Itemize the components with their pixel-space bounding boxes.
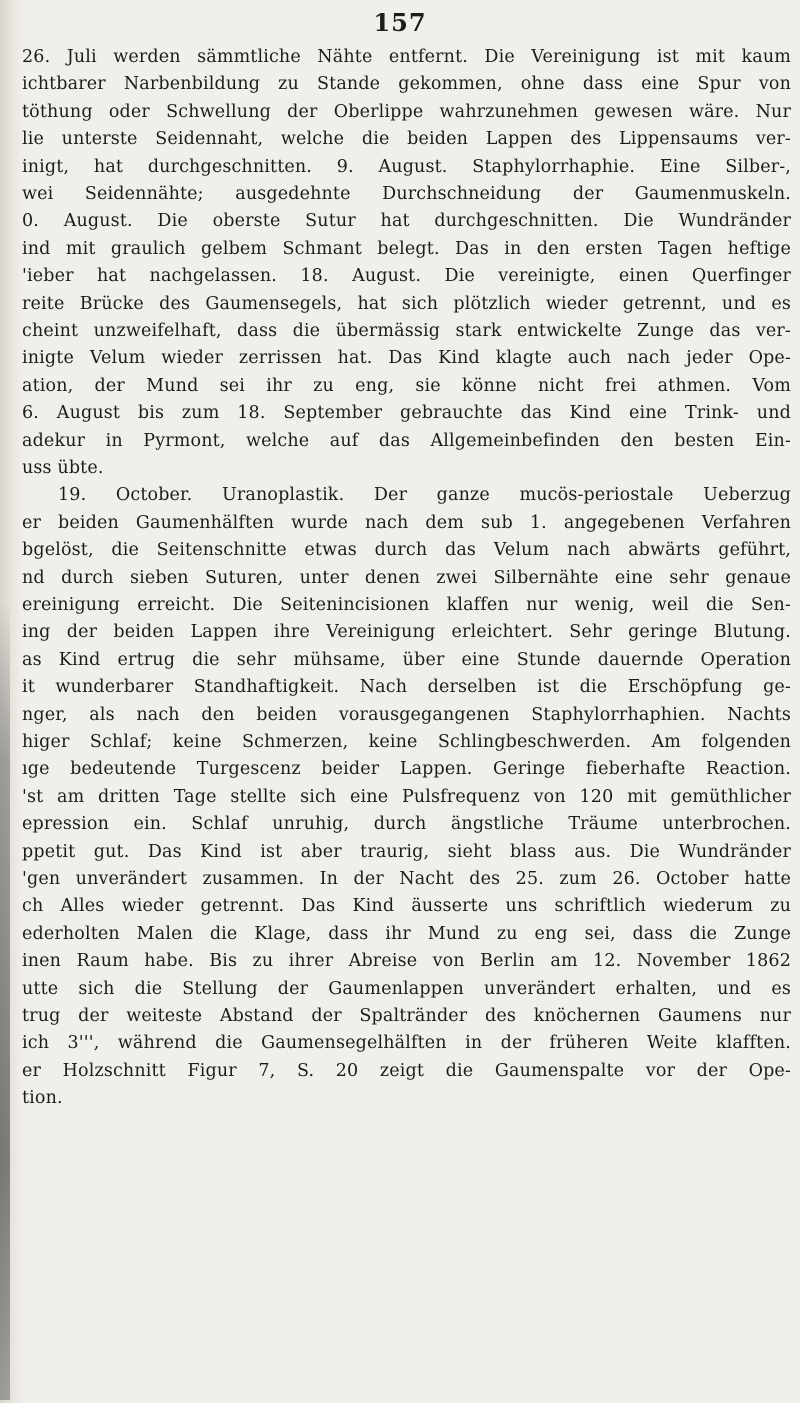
text-line: 6. August bis zum 18. September gebrauchte das Kind eine Trink- und [22, 403, 791, 424]
text-line: inen Raum habe. Bis zu ihrer Abreise von Berlin am 12. November 1862 [22, 951, 791, 972]
text-line: adekur in Pyrmont, welche auf das Allgemeinbefinden den besten Ein- [22, 430, 791, 451]
text-line: as Kind ertrug die sehr mühsame, über eine Stunde dauernde Operation [22, 649, 791, 670]
text-line: ch Alles wieder getrennt. Das Kind äusserte uns schriftlich wiederum zu [22, 896, 791, 917]
text-line: ederholten Malen die Klage, dass ihr Mund zu eng sei, dass die Zunge [22, 923, 791, 944]
text-line: ereinigung erreicht. Die Seitenincisionen klaffen nur wenig, weil die Sen- [22, 595, 791, 615]
text-line: reite Brücke des Gaumensegels, hat sich plötzlich wieder getrennt, und es [22, 293, 791, 314]
text-line: ıge bedeutende Turgescenz beider Lappen. Geringe fieberhafte Reaction. [22, 759, 791, 780]
binding-shadow [0, 600, 10, 1400]
text-line: bgelöst, die Seitenschnitte etwas durch das Velum nach abwärts geführt, [22, 540, 791, 561]
text-line: epression ein. Schlaf unruhig, durch ängstliche Träume unterbrochen. [22, 814, 791, 835]
text-line: ichtbarer Narbenbildung zu Stande gekommen, ohne dass eine Spur von [22, 74, 791, 95]
page-number: 157 [373, 8, 427, 37]
text-line: ing der beiden Lappen ihre Vereinigung erleichtert. Sehr geringe Blutung. [22, 622, 791, 643]
text-line: ich 3''', während die Gaumensegelhälften in der früheren Weite klafften. [22, 1033, 791, 1054]
text-line: er Holzschnitt Figur 7, S. 20 zeigt die Gaumenspalte vor der Ope- [22, 1060, 791, 1081]
text-line: uss übte. [22, 458, 104, 478]
text-line: tion. [22, 1088, 63, 1109]
text-line: wei Seidennähte; ausgedehnte Durchschneidung der Gaumenmuskeln. [22, 184, 791, 204]
text-line: töthung oder Schwellung der Oberlippe wahrzunehmen gewesen wäre. Nur [22, 101, 791, 122]
text-line: 19. October. Uranoplastik. Der ganze mucös-periostale Ueberzug [58, 485, 791, 506]
text-line: er beiden Gaumenhälften wurde nach dem sub 1. angegebenen Verfahren [22, 512, 791, 533]
text-line: 'st am dritten Tage stellte sich eine Pulsfrequenz von 120 mit gemüthlicher [22, 786, 791, 807]
text-line: 26. Juli werden sämmtliche Nähte entfernt. Die Vereinigung ist mit kaum [22, 47, 791, 67]
text-line: ation, der Mund sei ihr zu eng, sie könne nicht frei athmen. Vom [22, 375, 791, 396]
text-line: lie unterste Seidennaht, welche die beiden Lappen des Lippensaums ver- [22, 129, 791, 150]
text-line: utte sich die Stellung der Gaumenlappen unverändert erhalten, und es [22, 978, 791, 999]
text-line: trug der weiteste Abstand der Spaltränder des knöchernen Gaumens nur [22, 1006, 791, 1026]
text-line: inigt, hat durchgeschnitten. 9. August. Staphylorrhaphie. Eine Silber-, [22, 156, 791, 177]
text-line: nger, als nach den beiden vorausgegangenen Staphylorrhaphien. Nachts [22, 704, 791, 725]
text-line: 'gen unverändert zusammen. In der Nacht des 25. zum 26. October hatte [22, 869, 791, 889]
text-line: 0. August. Die oberste Sutur hat durchgeschnitten. Die Wundränder [22, 211, 791, 232]
text-line: inigte Velum wieder zerrissen hat. Das Kind klagte auch nach jeder Ope- [22, 348, 791, 369]
text-line: 'ieber hat nachgelassen. 18. August. Die vereinigte, einen Querfinger [22, 266, 791, 287]
text-line: cheint unzweifelhaft, dass die übermässig stark entwickelte Zunge das ver- [22, 321, 791, 341]
text-line: ppetit gut. Das Kind ist aber traurig, sieht blass aus. Die Wundränder [22, 841, 791, 862]
text-line: nd durch sieben Suturen, unter denen zwei Silbernähte eine sehr genaue [22, 567, 791, 588]
text-line: it wunderbarer Standhaftigkeit. Nach derselben ist die Erschöpfung ge- [22, 677, 791, 698]
text-line: ind mit graulich gelbem Schmant belegt. Das in den ersten Tagen heftige [22, 238, 791, 259]
text-line: higer Schlaf; keine Schmerzen, keine Schlingbeschwerden. Am folgenden [22, 732, 791, 752]
